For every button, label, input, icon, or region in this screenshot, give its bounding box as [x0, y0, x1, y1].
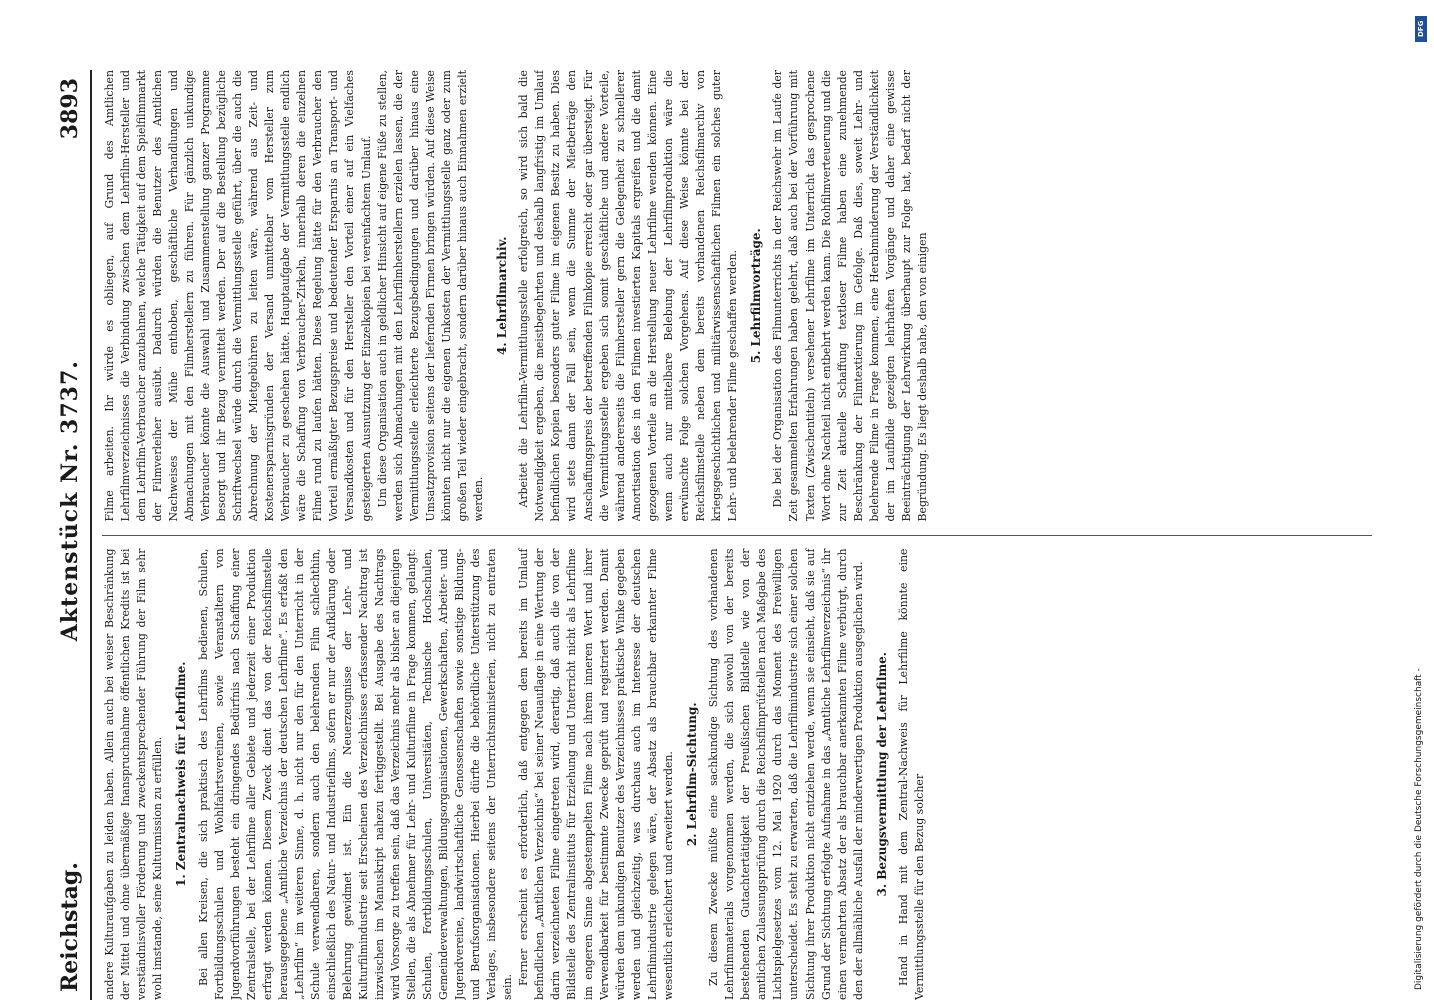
digitization-sidebar	[1412, 10, 1432, 990]
page-number: 3893	[57, 78, 83, 140]
paragraph: Filme arbeiten. Ihr würde es obliegen, auf Grund des Amtlichen Lehrfilmverzeichnisses die Verbindung zwischen dem Lehrfilm-Hersteller und dem Lehrfilm-Verbraucher anzubahnen, welche Tätigkeit auf dem Spielfilmmarkt der Filmverleiher ausübt. Dadurch würden die Benutzer des Amtlichen Nachweises der Mühe enthoben, geschäftliche Verhandlungen und Abmachungen mit den Filmherstellern zu führen. Für gänzlich unkundige Verbraucher könnte die Auswahl und Zusammenstellung ganzer Programme besorgt und ihr Bezug vermittelt werden. Der auf die Bestellung bezügliche Schriftwechsel würde durch die Vermittlungsstelle geführt, über die auch die Abrechnung der Mietgebühren zu leiten wäre, während aus Zeit- und Kostenersparnisgründen der Versand unmittelbar vom Hersteller zum Verbraucher zu geschehen hätte. Hauptaufgabe der Vermittlungsstelle endlich wäre die Schaffung von Verbraucher-Zirkeln, innerhalb deren die einzelnen Filme rund zu laufen hätten. Diese Regelung hätte für den Verbraucher den Vorteil ermäßigter Bezugspreise und bedeutender Ersparnis an Transport- und Versandkosten und für den Hersteller den Vorteil einer auf ein Vielfaches gesteigerten Ausnutzung der Einzelkopien bei vereinfachtem Umlauf.	[103, 70, 373, 522]
paragraph: Um diese Organisation auch in geldlicher Hinsicht auf eigene Füße zu stellen, werden sich Abmachungen mit den Lehrfilmherstellern erzielen lassen, die der Vermittlungsstelle erleichterte Bezugsbedingungen und darüber hinaus eine Umsatzprovision seitens der liefernden Firmen bringen würden. Auf diese Weise könnten nicht nur die eigenen Unkosten der Vermittlungsstelle ganz oder zum großen Teil wieder eingebracht, sondern darüber hinaus auch Einnahmen erzielt werden.	[375, 70, 485, 522]
paragraph: Ferner erscheint es erforderlich, daß entgegen dem bereits im Umlauf befindlichen „Amtlichen Verzeichnis“ bei seiner Neuauflage in eine Wertung der darin verzeichneten Filme eingetreten wird, derartig, daß auch die von der Bildstelle des Zentralinstituts für Erziehung und Unterricht nicht als Lehrfilme im engeren Sinne abgestempelten Filme nach ihrem inneren Wert und ihrer Verwendbarkeit für bestimmte Zwecke geprüft und registriert werden. Damit würden dem unkundigen Benutzer des Verzeichnisses praktische Winke gegeben werden und gleichzeitig, was durchaus auch im Interesse der deutschen Lehrfilmindustrie gelegen wäre, der Absatz als brauchbar erkannter Filme wesentlich erleichtert und erweitert werden.	[517, 548, 675, 1000]
text-columns	[102, 70, 1372, 1000]
paragraph: Hand in Hand mit dem Zentral-Nachweis für Lehrfilme könnte eine Vermittlungsstelle für den Bezug solcher	[897, 548, 927, 1000]
paragraph: Zu diesem Zwecke müßte eine sachkundige Sichtung des vorhandenen Lehrfilmmaterials vorgenommen werden, die sich sowohl von der bereits bestehenden Gutachtertätigkeit der Preußischen Bildstelle wie von der amtlichen Zulassungsprüfung durch die Reichsfilmprüfstellen nach Maßgabe des Lichtspielgesetzes vom 12. Mai 1920 durch das Moment des Freiwilligen unterscheidet. Es steht zu erwarten, daß die Lehrfilmindustrie sich einer solchen Sichtung ihrer Produktion nicht entziehen werde, wenn sie einsieht, daß sie auf Grund der Sichtung erfolgte Aufnahme in das „Amtliche Lehrfilmverzeichnis“ ihr einen vermehrten Absatz der als brauchbar anerkannten Filme verbürgt, durch den der allmähliche Ausfall der minderwertigen Produktion ausgeglichen wird.	[707, 548, 865, 1000]
right-column	[102, 70, 1372, 522]
section-heading: 4. Lehrfilmarchiv.	[494, 236, 509, 355]
left-column	[102, 536, 1372, 1000]
paragraph: Arbeitet die Lehrfilm-Vermittlungsstelle erfolgreich, so wird sich bald die Notwendigkeit ergeben, die meistbegehrten und deshalb langfristig im Umlauf befindlichen Kopien besonders guter Filme im eigenen Besitz zu haben. Dies wird stets dann der Fall sein, wenn die Summe der Mietbeträge den Anschaffungspreis der betreffenden Filmkopie erreicht oder gar übersteigt. Für die Vermittlungsstelle ergeben sich somit geschäftliche und andere Vorteile, während andererseits die Filmhersteller gern die Gelegenheit zu schnellerer Amortisation des in den Filmen investierten Kapitals ergreifen und die damit gezogenen Vorteile an die Herstellung neuer Lehrfilme wenden können. Eine wenn auch nur mittelbare Belebung der Lehrfilmproduktion wäre die erwünschte Folge solchen Vorgehens. Auf diese Weise könnte bei der Reichsfilmstelle neben dem bereits vorhandenen Reichsfilmarchiv von kriegsgeschichtlichen und militärwissenschaftlichen Filmen ein solches guter Lehr- und belehrender Filme geschaffen werden.	[517, 70, 739, 522]
section-heading: 3. Bezugsvermittlung der Lehrfilme.	[874, 652, 889, 897]
scanned-page	[50, 70, 1380, 1000]
paragraph: andere Kulturaufgaben zu leiden haben. Allein auch bei weiser Beschränkung der Mittel und ohne übermäßige Inanspruchnahme öffentlichen Kredits ist bei verständnisvoller Förderung und zweckentsprechender Führung der Film sehr wohl imstande, seine Kulturmission zu erfüllen.	[103, 548, 165, 1000]
header-left: Reichstag.	[57, 862, 83, 992]
dfg-logo: DFG	[1415, 16, 1427, 42]
paragraph: Bei allen Kreisen, die sich praktisch des Lehrfilms bedienen, Schulen, Fortbildungsschulen und Wohlfahrtsvereinen, sowie Veranstaltern von Jugendvorführungen besteht ein dringendes Bedürfnis nach Schaffung einer Zentralstelle, bei der Lehrfilme aller Gebiete und jederzeit einer Produktion erfragt werden können. Diesem Zweck dient das von der Reichsfilmstelle herausgegebene „Amtliche Verzeichnis der deutschen Lehrfilme“. Es erfaßt den „Lehrfilm“ im weiteren Sinne, d. h. nicht nur den für den Unterricht in der Schule verwendbaren, sondern auch den belehrenden Film schlechthin, einschließlich des Natur- und Industriefilms, sofern er nur der Aufklärung oder Belehrung gewidmet ist. Ein die Neuerzeugnisse der Lehr- und Kulturfilmindustrie seit Erscheinen des Verzeichnisses erfassender Nachtrag ist inzwischen im Manuskript nahezu fertiggestellt. Bei Ausgabe des Nachtrags wird Vorsorge zu treffen sein, daß das Verzeichnis mehr als bisher an diejenigen Stellen, die als Abnehmer für Lehr- und Kulturfilme in Frage kommen, gelangt: Schulen, Fortbildungsschulen, Universitäten, Technische Hochschulen, Gemeindeverwaltungen, Bildungsorganisationen, Gewerkschaften, Arbeiter- und Jugendvereine, landwirtschaftliche Genossenschaften sowie sonstige Bildungs- und Berufsorganisationen. Hierbei dürfte die behördliche Unterstützung des Verlages, insbesondere seitens der Unterrichtsministerien, nicht zu entraten sein.	[196, 548, 515, 1000]
paragraph: Die bei der Organisation des Filmunterrichts in der Reichswehr im Laufe der Zeit gesammelten Erfahrungen haben gelehrt, daß auch bei der Vorführung mit Texten (Zwischentiteln) versehener Lehrfilme im Unterricht das gesprochene Wort ohne Nachteil nicht entbehrt werden kann. Die Rohfilmverteuerung und die zur Zeit aktuelle Schaffung textloser Filme haben eine zunehmende Beschränkung der Filmtextierung im Gefolge. Daß dies, soweit Lehr- und belehrende Filme in Frage kommen, eine Herabminderung der Verständlichkeit der im Laufbilde gezeigten lehrhaften Vorgänge und daher eine gewisse Beeinträchtigung der Lehrwirkung überhaupt zur Folge hat, bedarf nicht der Begründung. Es liegt deshalb nahe, den von einigen	[771, 70, 929, 522]
section-heading: 2. Lehrfilm-Sichtung.	[684, 702, 699, 847]
section-heading: 5. Lehrfilmvorträge.	[748, 228, 763, 364]
page-header	[50, 70, 92, 1000]
section-heading: 1. Zentralnachweis für Lehrfilme.	[174, 661, 189, 887]
header-center: Aktenstück Nr. 3737.	[57, 360, 83, 642]
digitization-credit: Digitalisierung gefördert durch die Deutsche Forschungsgemeinschaft -	[1414, 668, 1424, 990]
